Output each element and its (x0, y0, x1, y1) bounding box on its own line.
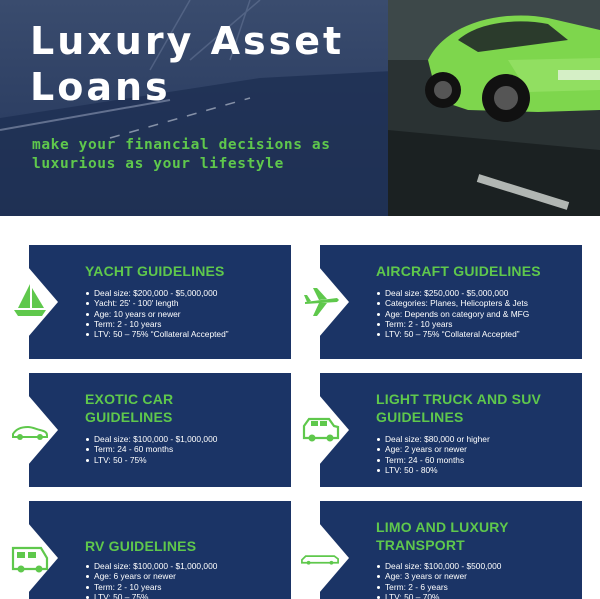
card-title-line2: GUIDELINES (376, 409, 464, 425)
card-title-line1: LIGHT TRUCK AND SUV (376, 391, 542, 407)
sailboat-icon (10, 280, 50, 320)
light-truck-suv-card (320, 373, 582, 487)
list-item: Deal size: $250,000 - $5,000,000 (377, 288, 577, 298)
list-item: Term: 2 - 6 years (377, 582, 577, 592)
card-title-line2: GUIDELINES (85, 409, 173, 425)
list-item: LTV: 50 – 75% (86, 592, 286, 599)
card-title (376, 518, 576, 554)
list-item: Yacht: 25' - 100' length (86, 298, 286, 308)
list-item: LTV: 50 – 75% “Collateral Accepted” (86, 329, 286, 339)
list-item: Age: 6 years or newer (86, 571, 286, 581)
card-title-line2: TRANSPORT (376, 537, 465, 553)
page-title-line1: Luxury Asset (30, 19, 345, 63)
list-item: Age: 2 years or newer (377, 444, 577, 454)
card-details (377, 434, 577, 475)
list-item: Deal size: $100,000 - $1,000,000 (86, 561, 286, 571)
card-title-line1: LIMO AND LUXURY (376, 519, 509, 535)
page-subtitle (32, 136, 392, 174)
list-item: Deal size: $100,000 - $500,000 (377, 561, 577, 571)
list-item: Term: 2 - 10 years (377, 319, 577, 329)
card-title (376, 262, 576, 280)
sports-car-icon (10, 410, 50, 450)
card-details (86, 561, 286, 599)
aircraft-card (320, 245, 582, 359)
sports-car-photo-icon (388, 0, 600, 216)
suv-icon (301, 410, 341, 450)
page-title-line2: Loans (30, 65, 171, 109)
page-title (30, 18, 390, 110)
page-subtitle-line2: luxurious as your lifestyle (32, 156, 284, 172)
card-title-line1: EXOTIC CAR (85, 391, 174, 407)
list-item: LTV: 50 - 75% (86, 455, 286, 465)
list-item: Age: 3 years or newer (377, 571, 577, 581)
rv-card (29, 501, 291, 599)
list-item: Categories: Planes, Helicopters & Jets (377, 298, 577, 308)
yacht-card (29, 245, 291, 359)
card-title-line1: YACHT GUIDELINES (85, 263, 225, 279)
rv-icon (10, 538, 50, 578)
card-title-line1: AIRCRAFT GUIDELINES (376, 263, 541, 279)
list-item: Term: 2 - 10 years (86, 582, 286, 592)
list-item: Term: 2 - 10 years (86, 319, 286, 329)
card-title (85, 537, 285, 555)
list-item: LTV: 50 – 70% (377, 592, 577, 599)
list-item: Term: 24 - 60 months (86, 444, 286, 454)
card-title (376, 390, 576, 426)
card-title (85, 262, 285, 280)
list-item: Deal size: $100,000 - $1,000,000 (86, 434, 286, 444)
card-details (86, 434, 286, 465)
list-item: Deal size: $200,000 - $5,000,000 (86, 288, 286, 298)
list-item: Age: 10 years or newer (86, 309, 286, 319)
page-subtitle-line1: make your financial decisions as (32, 137, 331, 153)
list-item: LTV: 50 – 75% “Collateral Accepted” (377, 329, 577, 339)
limo-card (320, 501, 582, 599)
card-details (377, 288, 577, 339)
list-item: Deal size: $80,000 or higher (377, 434, 577, 444)
airplane-icon (301, 282, 341, 322)
card-details (86, 288, 286, 339)
list-item: LTV: 50 - 80% (377, 465, 577, 475)
hero-banner (0, 0, 600, 216)
limousine-icon (300, 538, 340, 578)
list-item: Term: 24 - 60 months (377, 455, 577, 465)
car-photo (388, 0, 600, 216)
card-title (85, 390, 285, 426)
card-title-line1: RV GUIDELINES (85, 538, 197, 554)
card-details (377, 561, 577, 599)
list-item: Age: Depends on category and & MFG (377, 309, 577, 319)
exotic-car-card (29, 373, 291, 487)
